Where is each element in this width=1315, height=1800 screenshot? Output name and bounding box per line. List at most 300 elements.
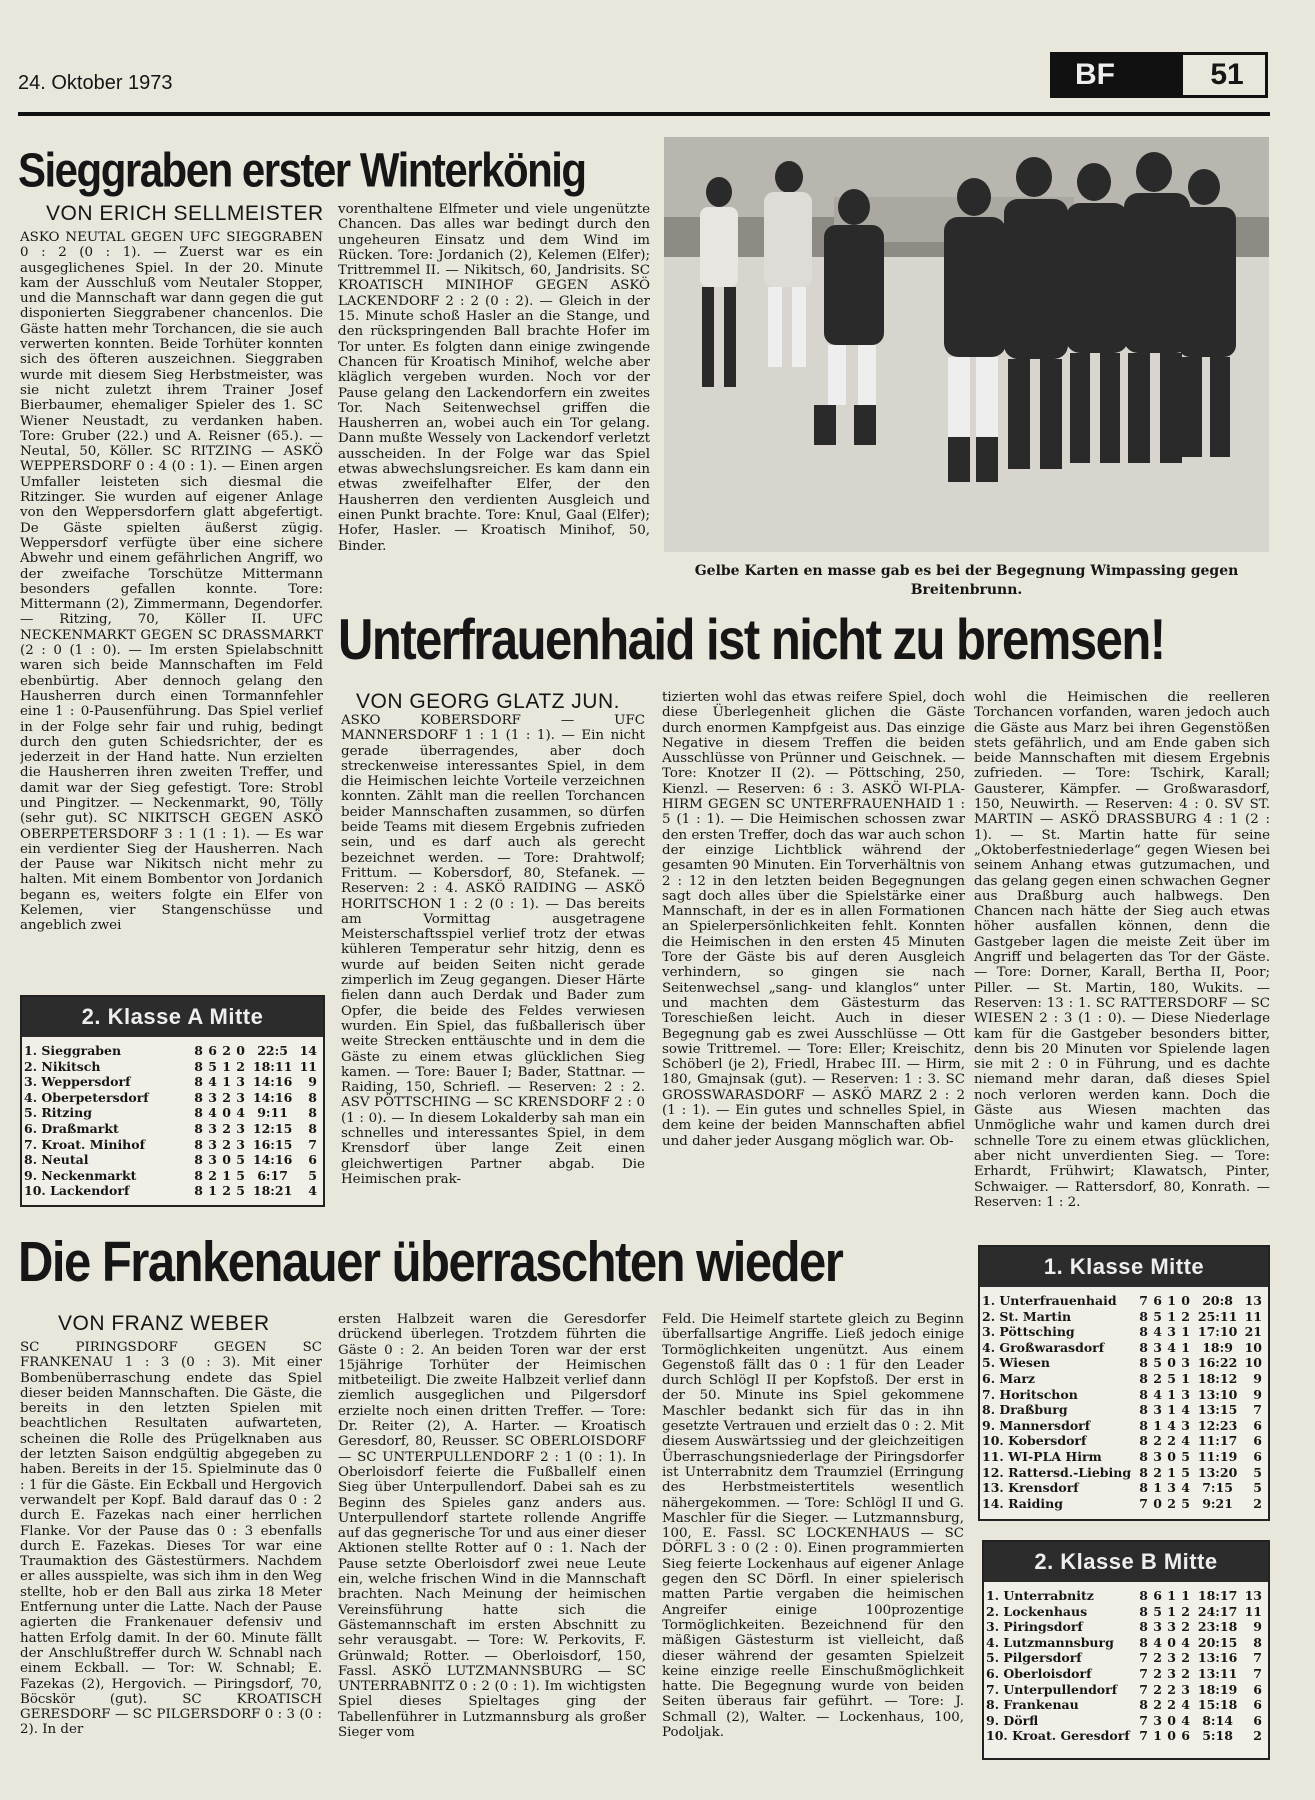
draws: 2	[222, 1120, 231, 1136]
table-row	[22, 1074, 323, 1090]
draws: 4	[1167, 1417, 1176, 1433]
games-played: 7	[1139, 1495, 1148, 1511]
draws: 2	[222, 1043, 231, 1058]
photo-caption: Gelbe Karten en masse gab es bei der Begegnung Wimpassing gegen Breitenbrunn.	[694, 563, 1239, 598]
article2-column-2: tizierten wohl das etwas reifere Spiel, doch diese Überlegenheit glichen die Gäste durch enormen Kampfgeist aus. Das einzige Negative in diesem Treffen die beiden Ausschlüsse von Prünner und Geischnek. — Tore: Knotzer II (2). — Pöttsching, 250, Kienzl. — Reserven: 6 : 3. ASKÖ WI-PLA-HIRM GEGEN SC UNTERFRAUENHAID 1 : 5 (1 : 1). — Die Heimischen schossen zwar den ersten Treffer, doch das war auch schon der einzige Lichtblick während der gesamten 90 Minuten. Ein Torverhältnis von 2 : 12 in den letzten beiden Begegnungen sagt doch alles über die Spielstärke einer Mannschaft, in der es in allen Formationen an Spielerpersönlichkeiten fehlt. Konnten die Heimischen in den ersten 45 Minuten Tore der Gäste bis auf deren Ausgleich verhindern, so gingen sie nach Seitenwechsel „sang- und klanglos“ unter und machten dem Gästesturm das Toreschießen leicht. Auch in dieser Begegnung gab es zwei Ausschlüsse — Ott sowie Trittremel. — Tore: Eller; Kreischitz, Schöberl (je 2), Friedl, Hrabec III. — Hirm, 180, Gmajnsak (gut). — Reserven: 1 : 3. SC GROSSWARASDORF — ASKÖ MARZ 2 : 2 (1 : 1). — Ein gutes und schnelles Spiel, in dem keine der beiden Mannschaften abfiel und daher jeder Ausgang möglich war. Ob-	[662, 690, 965, 1149]
losses: 3	[236, 1074, 245, 1090]
wins: 2	[208, 1167, 217, 1183]
games-played: 8	[1139, 1464, 1148, 1480]
wins: 3	[208, 1089, 217, 1105]
games-played: 7	[1139, 1665, 1148, 1681]
team-name: 5. Pilgersdorf	[986, 1650, 1082, 1666]
table-b-title: 1. Klasse Mitte	[980, 1247, 1268, 1287]
wins: 3	[1153, 1402, 1162, 1418]
wins: 6	[1153, 1293, 1162, 1308]
losses: 3	[1181, 1355, 1190, 1371]
wins: 4	[1153, 1386, 1162, 1402]
table-row	[980, 1340, 1268, 1356]
issue-date: 24. Oktober 1973	[18, 72, 173, 94]
table-row	[984, 1588, 1268, 1604]
goal-ratio: 14:16	[252, 1074, 293, 1090]
draws: 3	[1167, 1324, 1176, 1340]
games-played: 8	[1139, 1433, 1148, 1449]
points: 9	[1253, 1619, 1262, 1635]
table-row	[984, 1619, 1268, 1635]
draws: 0	[1167, 1634, 1176, 1650]
points: 9	[1253, 1370, 1262, 1386]
draws: 5	[1167, 1370, 1176, 1386]
wins: 2	[1153, 1464, 1162, 1480]
wins: 4	[1153, 1324, 1162, 1340]
wins: 3	[1153, 1448, 1162, 1464]
games-played: 8	[1139, 1417, 1148, 1433]
games-played: 8	[194, 1120, 203, 1136]
team-name: 10. Kroat. Geresdorf	[986, 1728, 1130, 1744]
goal-ratio: 15:18	[1197, 1697, 1238, 1713]
goal-ratio: 9:11	[257, 1105, 288, 1121]
losses: 4	[1181, 1712, 1190, 1728]
team-name: 2. St. Martin	[982, 1308, 1072, 1324]
article1-byline: VON ERICH SELLMEISTER	[46, 202, 324, 225]
table-row	[980, 1402, 1268, 1418]
league-table-2-klasse-b-mitte	[982, 1540, 1270, 1760]
article1-headline: Sieggraben erster Winterkönig	[18, 142, 586, 197]
goal-ratio: 12:15	[252, 1120, 293, 1136]
wins: 0	[1153, 1495, 1162, 1511]
article2-column-1: ASKÖ KOBERSDORF — UFC MANNERSDORF 1 : 1 (1 : 1). — Ein nicht gerade überragendes, aber doch streckenweise interessantes Spiel, in dem die Heimischen leichte Vorteile verzeichnen konnten. Zählt man die reellen Torchancen beider Mannschaften zusammen, so dürfen beide Teams mit diesem Ergebnis zufrieden sein, und es darf auch als gerecht bezeichnet werden. — Tore: Drahtwolf; Frittum. — Kobersdorf, 80, Stefanek. — Reserven: 2 : 4. ASKÖ RAIDING — ASKÖ HORITSCHON 1 : 2 (0 : 1). — Das bereits am Vormittag ausgetragene Meisterschaftsspiel verlief trotz der etwas kühleren Temperatur sehr hitzig, denn es wurde auf beiden Seiten nicht gerade zimperlich im Zeug gegangen. Dieser Härte fielen dann auch Derdak und Bader zum Opfer, die beide des Feldes verwiesen wurden. Ein Spiel, das fußballerisch über weite Strecken enttäuschte und in dem die Gäste zu einem etwas glücklichen Sieg kamen. — Tore: Bauer I; Bader, Stattnar. — Raiding, 150, Schriefl. — Reserven: 2 : 2. ASV PÖTTSCHING — SC KRENSDORF 2 : 0 (1 : 0). — In diesem Lokalderby sah man ein schnelles und interessantes Spiel, in dem Krensdorf über lange Zeit einen gleichwertigen Partner abgab. Die Heimischen prak-	[341, 713, 645, 1187]
team-name: 3. Pöttsching	[982, 1324, 1075, 1340]
table-row	[980, 1465, 1268, 1481]
team-name: 14. Raiding	[982, 1495, 1063, 1511]
draws: 1	[1167, 1603, 1176, 1619]
team-name: 8. Draßburg	[982, 1402, 1068, 1418]
goal-ratio: 17:10	[1197, 1324, 1238, 1340]
draws: 0	[1167, 1728, 1176, 1744]
team-name: 12. Rattersd.-Liebing	[982, 1464, 1132, 1480]
wins: 5	[1153, 1355, 1162, 1371]
team-name: 1. Unterfrauenhaid	[982, 1293, 1117, 1308]
team-name: 7. Unterpullendorf	[986, 1681, 1118, 1697]
team-name: 4. Lutzmannsburg	[986, 1634, 1114, 1650]
draws: 0	[1167, 1448, 1176, 1464]
draws: 1	[1167, 1386, 1176, 1402]
games-played: 8	[1139, 1697, 1148, 1713]
league-table-2-klasse-a-mitte	[20, 995, 325, 1207]
article3-column-3: Feld. Die Heimelf startete gleich zu Beginn überfallsartige Angriffe. Ließ jedoch einige Tormöglichkeiten ungenützt. Aus einem Gegenstoß fällt das 0 : 1 für den Leader durch Schlögl II per Kopfstoß. Der erst in der 50. Minute ins Spiel gekommene Maschler bedankt sich für das in ihn gesetzte Vertrauen und erzielt das 0 : 2. Mit diesem Auswärtssieg und der gleichzeitigen Überraschungsniederlage der Piringsdorfer ist Unterrabnitz dem Traumziel (Erringung des Herbstmeistertitels wesentlich nähergekommen. — Tore: Schlögl II und G. Maschler für die Sieger. — Lutzmannsburg, 100, E. Fassl. SC LOCKENHAUS — SC DÖRFL 3 : 0 (2 : 0). Einen programmierten Sieg feierte Lockenhaus auf eigener Anlage gegen den SC Dörfl. In einer spielerisch matten Partie vergaben die heimischen Angreifer einige 100prozentige Tormöglichkeiten. Bezeichnend für den mäßigen Gästesturm ist vielleicht, daß dieser während der gesamten Spielzeit keine einzige reelle Einschußmöglichkeit hatte. Die Begegnung wurde von beiden Seiten überaus fair geführt. — Tore: J. Schmall (2), Walter. — Lockenhaus, 100, Podoljak.	[662, 1312, 964, 1741]
draws: 1	[222, 1058, 231, 1074]
team-name: 4. Großwarasdorf	[982, 1339, 1105, 1355]
league-table-1-klasse-mitte	[978, 1245, 1270, 1521]
wins: 3	[1153, 1712, 1162, 1728]
team-name: 9. Neckenmarkt	[24, 1167, 137, 1183]
goal-ratio: 18:17	[1197, 1588, 1238, 1603]
table-c-title: 2. Klasse B Mitte	[984, 1542, 1268, 1582]
points: 11	[1244, 1603, 1262, 1619]
games-played: 7	[1139, 1712, 1148, 1728]
goal-ratio: 18:9	[1202, 1339, 1233, 1355]
goal-ratio: 13:10	[1197, 1386, 1238, 1402]
goal-ratio: 18:21	[252, 1183, 293, 1199]
goal-ratio: 11:17	[1197, 1433, 1238, 1449]
draws: 1	[222, 1074, 231, 1090]
team-name: 5. Ritzing	[24, 1105, 92, 1121]
table-row	[22, 1121, 323, 1137]
wins: 1	[1153, 1417, 1162, 1433]
draws: 1	[1167, 1464, 1176, 1480]
table-row	[22, 1168, 323, 1184]
team-name: 11. WI-PLA Hirm	[982, 1448, 1102, 1464]
wins: 6	[1153, 1588, 1162, 1603]
losses: 5	[236, 1152, 245, 1168]
draws: 0	[222, 1152, 231, 1168]
draws: 2	[222, 1136, 231, 1152]
games-played: 8	[1139, 1480, 1148, 1496]
losses: 2	[1181, 1650, 1190, 1666]
goal-ratio: 5:18	[1202, 1728, 1233, 1744]
draws: 1	[1167, 1402, 1176, 1418]
table-row	[22, 1152, 323, 1168]
wins: 2	[1153, 1433, 1162, 1449]
table-row	[22, 1105, 323, 1121]
table-row	[984, 1635, 1268, 1651]
goal-ratio: 18:12	[1197, 1370, 1238, 1386]
table-row	[980, 1355, 1268, 1371]
games-played: 8	[1139, 1634, 1148, 1650]
table-row	[984, 1697, 1268, 1713]
article3-column-2: ersten Halbzeit waren die Geresdorfer drückend überlegen. Trotzdem führten die Gäste 0 : 2. An beiden Toren war der erst 15jährige Torhüter der Heimischen mitbeteiligt. Die zweite Halbzeit verlief dann ziemlich ausgeglichen und Pilgersdorf erzielte noch einen dritten Treffer. — Tore: Dr. Reiter (2), A. Harter. — Kroatisch Geresdorf, 80, Reusser. SC OBERLOISDORF — SC UNTERPULLENDORF 2 : 1 (0 : 1). In Oberloisdorf feierte die Fußballelf einen Sieg über Unterpullendorf. Dabei sah es zu Beginn des Spieles ganz anders aus. Unterpullendorf startete rollende Angriffe auf das gegnerische Tor und aus einer dieser Aktionen stellte Rotter auf 0 : 1. Nach der Pause setzte Oberloisdorf zwei neue Leute ein, welche frischen Wind in die Mannschaft brachten. Nach Meinung der heimischen Vereinsführung hatte sich die Gästemannschaft im ersten Abschnitt zu sehr verausgabt. — Tore: W. Perkovits, F. Grünwald; Rotter. — Oberloisdorf, 150, Fassl. ASKÖ LUTZMANNSBURG — SC UNTERRABNITZ 0 : 2 (0 : 1). Im wichtigsten Spiel dieses Spieltages ging der Tabellenführer in Lutzmannsburg als großer Sieger vom	[338, 1312, 646, 1741]
table-row	[22, 1137, 323, 1153]
wins: 1	[1153, 1480, 1162, 1496]
goal-ratio: 20:15	[1197, 1634, 1238, 1650]
table-b-standings	[980, 1293, 1268, 1511]
team-name: 6. Oberloisdorf	[986, 1665, 1092, 1681]
wins: 2	[1153, 1681, 1162, 1697]
goal-ratio: 13:20	[1197, 1464, 1238, 1480]
goal-ratio: 7:15	[1202, 1480, 1233, 1496]
draws: 2	[1167, 1681, 1176, 1697]
table-row	[980, 1449, 1268, 1465]
losses: 1	[1181, 1339, 1190, 1355]
points: 5	[1253, 1464, 1262, 1480]
table-row	[980, 1324, 1268, 1340]
table-row	[980, 1293, 1268, 1309]
games-played: 8	[194, 1074, 203, 1090]
losses: 2	[1181, 1619, 1190, 1635]
draws: 2	[1167, 1697, 1176, 1713]
losses: 3	[236, 1120, 245, 1136]
points: 11	[299, 1058, 317, 1074]
goal-ratio: 11:19	[1197, 1448, 1238, 1464]
wins: 1	[1153, 1728, 1162, 1744]
wins: 2	[1153, 1650, 1162, 1666]
losses: 4	[236, 1105, 245, 1121]
points: 7	[1253, 1665, 1262, 1681]
losses: 4	[1181, 1402, 1190, 1418]
draws: 0	[1167, 1712, 1176, 1728]
table-row	[984, 1666, 1268, 1682]
losses: 2	[236, 1058, 245, 1074]
wins: 4	[208, 1105, 217, 1121]
draws: 3	[1167, 1665, 1176, 1681]
games-played: 8	[1139, 1448, 1148, 1464]
points: 7	[308, 1136, 317, 1152]
points: 21	[1244, 1324, 1262, 1340]
points: 2	[1253, 1728, 1262, 1744]
article3-column-1: SC PIRINGSDORF GEGEN SC FRANKENAU 1 : 3 (0 : 3). Mit einer Bombenüberraschung endete das Spiel dieser beiden Mannschaften. Die Gäste, die bereits in den letzten Spielen mit beachtlichen Resultaten aufwarteten, scheinen die Rolle des Prügelknaben aus der letzten Saison endgültig abgegeben zu haben. Bereits in der 15. Spielminute das 0 : 1 für die Gäste. Ein Eckball und Hergovich verwandelt per Kopf. Bald darauf das 0 : 2 durch E. Fazekas nach einer herrlichen Flanke. Vor der Pause das 0 : 3 ebenfalls durch E. Fazekas. Dieses Tor war eine Traumaktion des Gästestürmers. Nachdem er alles ausspielte, was sich ihm in den Weg stellte, hob er den Ball aus zirka 18 Meter Entfernung unter die Latte. Nach der Pause agierten die Frankenauer defensiv und hatten Erfolg damit. In der 60. Minute fällt der Anschlußtreffer durch W. Schnabl nach einem Eckball. — Tor: W. Schnabl; E. Fazekas (2), Hergovich. — Piringsdorf, 70, Böcskör (gut). SC KROATISCH GERESDORF — SC PILGERSDORF 0 : 3 (0 : 2). In der	[20, 1340, 322, 1738]
wins: 1	[208, 1183, 217, 1199]
table-row	[980, 1496, 1268, 1512]
wins: 2	[1153, 1665, 1162, 1681]
points: 6	[1253, 1712, 1262, 1728]
wins: 3	[208, 1136, 217, 1152]
points: 7	[1253, 1402, 1262, 1418]
table-row	[980, 1387, 1268, 1403]
losses: 5	[1181, 1464, 1190, 1480]
wins: 2	[1153, 1370, 1162, 1386]
match-photo	[664, 137, 1269, 552]
points: 4	[308, 1183, 317, 1199]
losses: 1	[1181, 1588, 1190, 1603]
points: 11	[1244, 1308, 1262, 1324]
draws: 3	[1167, 1650, 1176, 1666]
team-name: 8. Frankenau	[986, 1697, 1079, 1713]
goal-ratio: 24:17	[1197, 1603, 1238, 1619]
goal-ratio: 18:19	[1197, 1681, 1238, 1697]
games-played: 8	[1139, 1588, 1148, 1603]
goal-ratio: 14:16	[252, 1089, 293, 1105]
points: 8	[308, 1105, 317, 1121]
team-name: 10. Lackendorf	[24, 1183, 130, 1199]
draws: 2	[1167, 1495, 1176, 1511]
losses: 4	[1181, 1697, 1190, 1713]
table-row	[984, 1650, 1268, 1666]
team-name: 5. Wiesen	[982, 1355, 1050, 1371]
points: 5	[308, 1167, 317, 1183]
goal-ratio: 8:14	[1202, 1712, 1233, 1728]
wins: 3	[208, 1120, 217, 1136]
draws: 1	[1167, 1293, 1176, 1308]
article2-byline: VON GEORG GLATZ JUN.	[356, 690, 620, 713]
points: 5	[1253, 1480, 1262, 1496]
table-a-title: 2. Klasse A Mitte	[22, 997, 323, 1037]
losses: 3	[236, 1136, 245, 1152]
article1-column-1: ASKÖ NEUTAL GEGEN UFC SIEGGRABEN 0 : 2 (0 : 1). — Zuerst war es ein ausgeglichenes Spiel. In der 20. Minute kam der Ausschluß vom Neutaler Stopper, und die Mannschaft war dann gegen die gut disponierten Sieggrabener chancenlos. Die Gäste hatten mehr Torchancen, die sie auch verwerten konnten. Beide Torhüter konnten sich des öfteren auszeichnen. Sieggraben wurde mit diesem Sieg Herbstmeister, was sie nicht zuletzt ihrem Trainer Josef Bierbaumer, ehemaliger Spieler des 1. SC Wiener Neustadt, zu verdanken haben. Tore: Gruber (22.) und A. Reisner (65.). — Neutal, 50, Köller. SC RITZING — ASKÖ WEPPERSDORF 0 : 4 (0 : 1). — Einen argen Umfaller leisteten sich diesmal die Ritzinger. Sie wurden auf eigener Anlage von den Weppersdorfern glatt abgefertigt. De Gäste spielten äußerst zügig. Weppersdorf verfügte über eine sichere Abwehr und einem gefährlichen Angriff, wo der zweifache Torschütze Mittermann besonders gefallen konnte. Tore: Mittermann (2), Zimmermann, Degendorfer. — Ritzing, 70, Köller II. UFC NECKENMARKT GEGEN SC DRASSMARKT (2 : 0 (1 : 0). — Im ersten Spielabschnitt waren sich beide Mannschaften im Feld ebenbürtig. Aber dennoch gelang den Hausherren durch einen Tormannfehler eine 1 : 0-Pausenführung. Das Spiel verlief in der Folge sehr fair und ruhig, bedingt durch den guten Schiedsrichter, der es jederzeit in der Hand hatte. Nun erzielten die Hausherren ihren zweiten Treffer, und damit war der Sieg gefestigt. Tore: Strobl und Pingitzer. — Neckenmarkt, 90, Tölly (sehr gut). SC NIKITSCH GEGEN ASKÖ OBERPETERSDORF 3 : 1 (1 : 1). — Es war ein verdienter Sieg der Hausherren. Nach der Pause war Nikitsch nicht mehr zu halten. Mit einem Bombentor von Jordanich begann es, weiters folgte ein Elfer von Kelemen, vier Stangenschüsse und angeblich zwei	[20, 230, 323, 934]
article1-column-2: vorenthaltene Elfmeter und viele ungenützte Chancen. Das alles war bedingt durch den ungeheuren Einsatz und dem Wind im Rücken. Tore: Jordanich (2), Kelemen (Elfer); Trittremmel II. — Nikitsch, 60, Jandrisits. SC KROATISCH MINIHOF GEGEN ASKÖ LACKENDORF 2 : 2 (0 : 2). — Gleich in der 15. Minute schoß Hasler an die Stange, und den rückspringenden Ball brachte Hofer im Tor unter. Es folgten dann einige zwingende Chancen für Kroatisch Minihof, welche aber kläglich vergeben wurden. Noch vor der Pause gelang den Lackendorfern ein zweites Tor. Nach Seitenwechsel griffen die Hausherren an, wobei auch ein Tor gelang. Dann mußte Wessely von Lackendorf verletzt ausscheiden. In der Folge war das Spiel etwas abwechslungsreicher. Es kam dann ein etwas zweifelhafter Elfer, der den Hausherren den verdienten Ausgleich und einen Punkt brachte. Tore: Knul, Gaal (Elfer); Hofer, Hasler. — Kroatisch Minihof, 50, Binder.	[338, 202, 650, 554]
table-row	[22, 1183, 323, 1199]
table-row	[980, 1309, 1268, 1325]
team-name: 13. Krensdorf	[982, 1480, 1079, 1496]
games-played: 8	[194, 1058, 203, 1074]
draws: 1	[1167, 1308, 1176, 1324]
team-name: 3. Piringsdorf	[986, 1619, 1083, 1635]
losses: 0	[1181, 1293, 1190, 1308]
draws: 1	[222, 1167, 231, 1183]
losses: 6	[1181, 1728, 1190, 1744]
goal-ratio: 13:11	[1197, 1665, 1238, 1681]
team-name: 2. Lockenhaus	[986, 1603, 1088, 1619]
games-played: 8	[194, 1043, 203, 1058]
goal-ratio: 23:18	[1197, 1619, 1238, 1635]
losses: 3	[1181, 1417, 1190, 1433]
goal-ratio: 16:22	[1197, 1355, 1238, 1371]
losses: 4	[1181, 1634, 1190, 1650]
players-photo-illustration	[664, 137, 1269, 552]
team-name: 10. Kobersdorf	[982, 1433, 1087, 1449]
table-c-standings	[984, 1588, 1268, 1744]
losses: 5	[236, 1183, 245, 1199]
wins: 4	[208, 1074, 217, 1090]
games-played: 7	[1139, 1650, 1148, 1666]
games-played: 7	[1139, 1681, 1148, 1697]
games-played: 7	[1139, 1728, 1148, 1744]
games-played: 8	[1139, 1339, 1148, 1355]
wins: 3	[1153, 1619, 1162, 1635]
games-played: 8	[194, 1105, 203, 1121]
losses: 0	[236, 1043, 245, 1058]
games-played: 8	[1139, 1603, 1148, 1619]
points: 13	[1244, 1293, 1262, 1308]
wins: 2	[1153, 1697, 1162, 1713]
losses: 2	[1181, 1665, 1190, 1681]
goal-ratio: 12:23	[1197, 1417, 1238, 1433]
points: 8	[308, 1120, 317, 1136]
points: 6	[1253, 1448, 1262, 1464]
team-name: 2. Nikitsch	[24, 1058, 101, 1074]
table-row	[984, 1682, 1268, 1698]
games-played: 8	[194, 1089, 203, 1105]
table-row	[984, 1713, 1268, 1729]
losses: 1	[1181, 1370, 1190, 1386]
wins: 3	[208, 1152, 217, 1168]
points: 9	[1253, 1386, 1262, 1402]
team-name: 3. Weppersdorf	[24, 1074, 131, 1090]
table-row	[984, 1604, 1268, 1620]
draws: 2	[1167, 1433, 1176, 1449]
games-played: 8	[1139, 1324, 1148, 1340]
table-row	[980, 1371, 1268, 1387]
games-played: 8	[1139, 1308, 1148, 1324]
team-name: 6. Marz	[982, 1370, 1036, 1386]
games-played: 7	[1139, 1293, 1148, 1308]
table-row	[22, 1090, 323, 1106]
table-row	[22, 1043, 323, 1059]
goal-ratio: 18:11	[252, 1058, 293, 1074]
table-row	[984, 1728, 1268, 1744]
team-name: 6. Draßmarkt	[24, 1120, 119, 1136]
points: 8	[1253, 1634, 1262, 1650]
wins: 5	[208, 1058, 217, 1074]
points: 2	[1253, 1495, 1262, 1511]
team-name: 8. Neutal	[24, 1152, 89, 1168]
points: 6	[1253, 1697, 1262, 1713]
header-rule	[18, 112, 1270, 116]
points: 6	[1253, 1681, 1262, 1697]
points: 8	[308, 1089, 317, 1105]
losses: 3	[1181, 1386, 1190, 1402]
wins: 4	[1153, 1634, 1162, 1650]
goal-ratio: 20:8	[1202, 1293, 1233, 1308]
goal-ratio: 9:21	[1202, 1495, 1233, 1511]
wins: 5	[1153, 1603, 1162, 1619]
losses: 5	[1181, 1448, 1190, 1464]
article2-headline: Unterfrauenhaid ist nicht zu bremsen!	[338, 608, 1165, 673]
games-played: 8	[1139, 1402, 1148, 1418]
table-row	[980, 1418, 1268, 1434]
goal-ratio: 14:16	[252, 1152, 293, 1168]
goal-ratio: 6:17	[257, 1167, 288, 1183]
draws: 0	[1167, 1355, 1176, 1371]
brand-label: BF	[1053, 55, 1183, 95]
draws: 1	[1167, 1588, 1176, 1603]
team-name: 1. Sieggraben	[24, 1043, 122, 1058]
losses: 1	[1181, 1324, 1190, 1340]
games-played: 8	[1139, 1370, 1148, 1386]
points: 13	[1244, 1588, 1262, 1603]
table-row	[980, 1480, 1268, 1496]
draws: 3	[1167, 1480, 1176, 1496]
goal-ratio: 22:5	[257, 1043, 288, 1058]
losses: 2	[1181, 1603, 1190, 1619]
team-name: 7. Horitschon	[982, 1386, 1078, 1402]
points: 6	[308, 1152, 317, 1168]
losses: 5	[236, 1167, 245, 1183]
draws: 3	[1167, 1619, 1176, 1635]
team-name: 4. Oberpetersdorf	[24, 1089, 149, 1105]
points: 7	[1253, 1650, 1262, 1666]
losses: 5	[1181, 1495, 1190, 1511]
wins: 3	[1153, 1339, 1162, 1355]
team-name: 9. Mannersdorf	[982, 1417, 1091, 1433]
masthead-badge	[1050, 52, 1268, 98]
draws: 2	[222, 1089, 231, 1105]
page-number: 51	[1183, 55, 1265, 95]
draws: 2	[222, 1183, 231, 1199]
table-row	[980, 1433, 1268, 1449]
losses: 3	[1181, 1681, 1190, 1697]
losses: 4	[1181, 1480, 1190, 1496]
team-name: 1. Unterrabnitz	[986, 1588, 1094, 1603]
games-played: 8	[194, 1136, 203, 1152]
games-played: 8	[194, 1183, 203, 1199]
draws: 0	[222, 1105, 231, 1121]
points: 14	[299, 1043, 317, 1058]
losses: 4	[1181, 1433, 1190, 1449]
team-name: 9. Dörfl	[986, 1712, 1039, 1728]
losses: 2	[1181, 1308, 1190, 1324]
points: 6	[1253, 1433, 1262, 1449]
games-played: 8	[1139, 1355, 1148, 1371]
points: 9	[308, 1074, 317, 1090]
points: 10	[1244, 1339, 1262, 1355]
wins: 6	[208, 1043, 217, 1058]
goal-ratio: 13:16	[1197, 1650, 1238, 1666]
article3-headline: Die Frankenauer überraschten wieder	[18, 1231, 843, 1294]
table-a-standings	[22, 1043, 323, 1199]
games-played: 8	[194, 1152, 203, 1168]
goal-ratio: 13:15	[1197, 1402, 1238, 1418]
team-name: 7. Kroat. Minihof	[24, 1136, 145, 1152]
goal-ratio: 16:15	[252, 1136, 293, 1152]
points: 6	[1253, 1417, 1262, 1433]
goal-ratio: 25:11	[1197, 1308, 1238, 1324]
games-played: 8	[194, 1167, 203, 1183]
games-played: 8	[1139, 1386, 1148, 1402]
table-row	[22, 1059, 323, 1075]
article3-byline: VON FRANZ WEBER	[58, 1312, 270, 1335]
article2-column-3: wohl die Heimischen die reelleren Torchancen vorfanden, waren jedoch auch die Gäste aus Marz bei ihren Gegenstößen stets gefährlich, und am Ende gaben sich beide Mannschaften mit diesem Ergebnis zufrieden. — Tore: Tschirk, Karall; Gausterer, Kämpfer. — Großwarasdorf, 150, Neuwirth. — Reserven: 4 : 0. SV ST. MARTIN — ASKÖ DRASSBURG 4 : 1 (2 : 1). — St. Martin hatte für seine „Oktoberfestniederlage“ gegen Wiesen bei seinem Anhang etwas gutzumachen, und das gelang gegen einen schwachen Gegner aus Draßburg auch halbwegs. Den Chancen nach hätte der Sieg auch etwas höher ausfallen können, denn die Gastgeber lagen die meiste Zeit über im Angriff und belagerten das Tor der Gäste. — Tore: Dorner, Karall, Bertha II, Poor; Piller. — St. Martin, 180, Wukits. — Reserven: 13 : 1. SC RATTERSDORF — SC WIESEN 2 : 3 (1 : 0). — Diese Niederlage kam für die Gastgeber besonders bitter, denn bis 20 Minuten vor Spielende lagen sie mit 2 : 0 in Führung, und es dachte niemand mehr daran, daß dieses Spiel noch verloren werden kann. Doch die Gäste aus Wiesen machten das Unmögliche wahr und kamen durch drei schnelle Tore zu einem etwas glücklichen, aber nicht unverdienten Sieg. — Tore: Erhardt, Frühwirt; Klawatsch, Pinter, Schwaiger. — Rattersdorf, 80, Konrath. — Reserven: 1 : 2.	[974, 690, 1270, 1210]
draws: 4	[1167, 1339, 1176, 1355]
points: 10	[1244, 1355, 1262, 1371]
